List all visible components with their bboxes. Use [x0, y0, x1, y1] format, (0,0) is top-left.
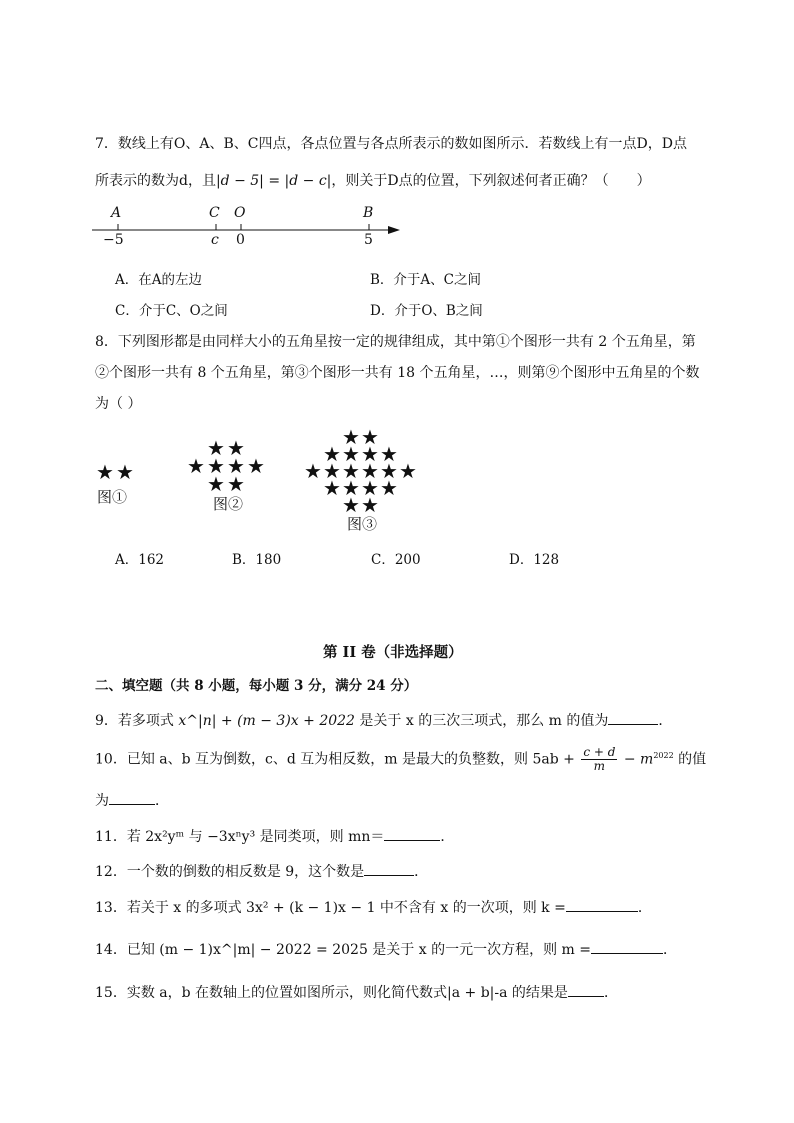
star-icon: ★: [323, 459, 341, 483]
star-icon: ★: [399, 459, 417, 483]
q10-line2-text: 为: [95, 793, 109, 809]
q10-exp: 2022: [653, 750, 674, 760]
star-icon: ★: [323, 476, 341, 500]
figure-label-1: 图①: [97, 488, 128, 506]
q10-frac-den: m: [593, 759, 606, 773]
q9-expr: x^|n| + (m − 3)x + 2022: [178, 713, 355, 729]
q13-prefix: 13．若关于 x 的多项式 3x² + (k − 1)x − 1 中不含有 x 的一次项，则 k =: [95, 900, 566, 916]
star-icon: ★: [323, 442, 341, 466]
q7-option-a[interactable]: A．在A的左边: [115, 272, 202, 288]
q8-line3: 为（ ）: [95, 396, 142, 412]
star-icon: ★: [342, 459, 360, 483]
star-icon: ★: [380, 476, 398, 500]
q10-prefix: 10．已知 a、b 互为倒数，c、d 互为相反数，m 是最大的负整数，则 5ab +: [95, 751, 580, 768]
q14-end: ．: [663, 942, 678, 958]
star-icon: ★: [361, 425, 379, 449]
q13: [95, 897, 652, 917]
q14: [95, 939, 677, 959]
section-title: 第 II 卷（非选择题）: [323, 644, 463, 661]
q14-prefix: 14．已知 (m − 1)x^|m| − 2022 = 2025 是关于 x 的一元一次方程，则 m =: [95, 942, 592, 958]
arrow-icon: [388, 226, 400, 234]
q8-line2: ②个图形一共有 8 个五角星，第③个图形一共有 18 个五角星，…，则第⑨个图形中五角星的个数: [95, 365, 700, 381]
q9-answer-blank[interactable]: [608, 710, 658, 725]
q10-suffix: − m: [619, 751, 654, 768]
q11: [95, 826, 454, 846]
star-icon: ★: [342, 476, 360, 500]
q13-answer-blank[interactable]: [566, 897, 638, 912]
q13-end: ．: [637, 900, 652, 916]
star-icon: ★: [227, 472, 245, 496]
q10-frac-num: c + d: [583, 745, 616, 759]
q8-option-c[interactable]: C．200: [371, 552, 421, 568]
figure-label-2: 图②: [213, 495, 244, 513]
point-label-a: A: [111, 205, 122, 221]
q8-option-a[interactable]: A．162: [115, 552, 165, 568]
q15: [95, 982, 618, 1002]
star-icon: ★: [187, 454, 205, 478]
q8-option-b[interactable]: B．180: [232, 552, 282, 568]
q12-prefix: 12．一个数的倒数的相反数是 9，这个数是: [95, 864, 365, 880]
star-icon: ★: [361, 493, 379, 517]
star-icon: ★: [207, 454, 225, 478]
figure-label-3: 图③: [347, 515, 378, 533]
point-label-o: O: [234, 205, 246, 221]
q7-option-b[interactable]: B．介于A、C之间: [370, 272, 481, 288]
q10-end: ．: [155, 793, 169, 809]
q7-line2-b: ，则关于D点的位置，下列叙述何者正确？（ ）: [331, 173, 651, 189]
q7-line2: [95, 170, 651, 190]
q9-prefix: 9．若多项式: [95, 713, 179, 729]
q10-fraction: [581, 746, 617, 773]
point-label-c: C: [209, 205, 220, 221]
q10: [95, 746, 706, 773]
q11-answer-blank[interactable]: [384, 826, 440, 841]
star-icon: ★: [207, 472, 225, 496]
star-icon: ★: [342, 425, 360, 449]
star-icon: ★: [116, 460, 134, 484]
q8-line1: 8．下列图形都是由同样大小的五角星按一定的规律组成，其中第①个图形一共有 2 个五角星，第: [95, 334, 696, 350]
star-icon: ★: [361, 476, 379, 500]
star-icon: ★: [304, 459, 322, 483]
q7-abs-expr: |d − 5| = |d − c|: [215, 173, 332, 189]
star-icon: ★: [380, 459, 398, 483]
number-line-svg: [90, 200, 410, 260]
star-icon: ★: [342, 442, 360, 466]
q15-prefix: 15．实数 a，b 在数轴上的位置如图所示，则化简代数式|a + b|-a 的结果是: [95, 985, 568, 1001]
q12: [95, 861, 428, 881]
star-icon: ★: [361, 459, 379, 483]
q9-end: ．: [658, 713, 673, 729]
q10-tail: 的值: [673, 751, 707, 768]
q7-option-d[interactable]: D．介于O、B之间: [370, 303, 483, 319]
star-icon: ★: [380, 442, 398, 466]
q14-answer-blank[interactable]: [591, 939, 663, 954]
star-icon: ★: [361, 442, 379, 466]
q11-end: ．: [440, 829, 455, 845]
point-value-a: −5: [103, 232, 124, 248]
point-value-b: 5: [364, 232, 373, 248]
q10-line2: [95, 790, 169, 810]
star-icon: ★: [247, 454, 265, 478]
point-value-o: 0: [236, 232, 245, 248]
point-value-c: c: [211, 232, 219, 248]
q10-answer-blank[interactable]: [109, 790, 155, 805]
q7-option-c[interactable]: C．介于C、O之间: [115, 303, 228, 319]
q12-answer-blank[interactable]: [364, 861, 414, 876]
star-icon: ★: [227, 436, 245, 460]
q8-option-d[interactable]: D．128: [509, 552, 560, 568]
q9: [95, 710, 672, 730]
section-subtitle: 二、填空题（共 8 小题，每小题 3 分，满分 24 分）: [95, 678, 418, 694]
star-icon: ★: [207, 436, 225, 460]
star-icon: ★: [227, 454, 245, 478]
star-icon: ★: [96, 460, 114, 484]
q12-end: ．: [414, 864, 429, 880]
q15-answer-blank[interactable]: [568, 982, 604, 997]
point-label-b: B: [363, 205, 374, 221]
q15-end: ．: [603, 985, 618, 1001]
q7-line1: 7．数线上有O、A、B、C四点，各点位置与各点所表示的数如图所示．若数线上有一点D，D点: [95, 136, 687, 152]
q9-suffix: 是关于 x 的三次三项式，那么 m 的值为: [354, 713, 609, 729]
q11-prefix: 11．若 2x²yᵐ 与 −3xⁿy³ 是同类项，则 mn＝: [95, 829, 385, 845]
q7-line2-a: 所表示的数为d，且: [95, 173, 216, 189]
star-icon: ★: [342, 493, 360, 517]
q7-number-line: [90, 200, 410, 260]
